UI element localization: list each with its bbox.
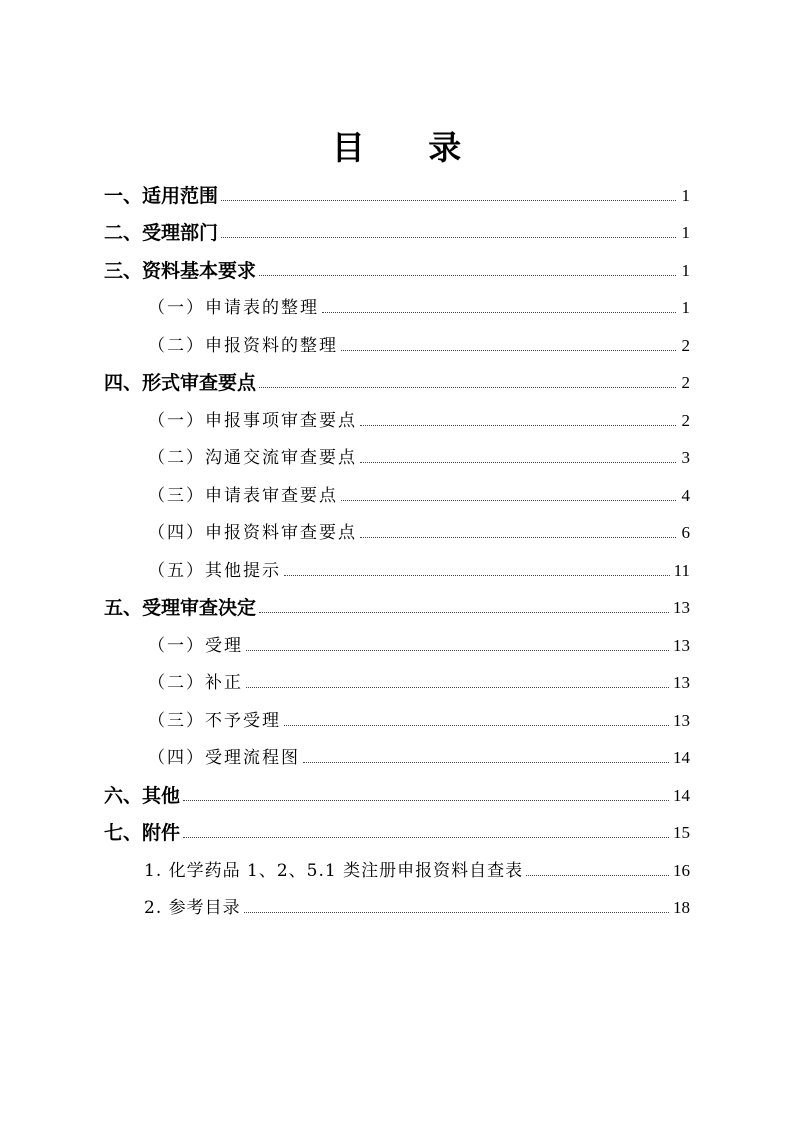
- toc-title: 目 录: [331, 128, 488, 167]
- toc-dot-leader: [360, 537, 676, 538]
- toc-entry[interactable]: [104, 245, 690, 283]
- toc-page-number: 2: [681, 335, 690, 355]
- toc-page-number: 6: [681, 523, 690, 542]
- toc-dot-leader: [284, 725, 669, 726]
- toc-entry[interactable]: [104, 358, 690, 396]
- toc-entry-label: 1. 化学药品 1、2、5.1 类注册申报资料自查表: [144, 860, 524, 881]
- toc-entry[interactable]: [104, 808, 690, 846]
- toc-dot-leader: [183, 800, 669, 801]
- toc-entry[interactable]: [104, 208, 690, 246]
- toc-entry-label: （三）不予受理: [148, 710, 281, 731]
- toc-entry-label: 五、受理审查决定: [104, 597, 257, 619]
- toc-entry-label: 六、其他: [104, 784, 181, 807]
- toc-entry-label: 四、形式审查要点: [104, 372, 257, 394]
- toc-page-number: 1: [681, 185, 690, 205]
- toc-entry-label: （四）申报资料审查要点: [148, 523, 357, 543]
- toc-dot-leader: [341, 500, 676, 501]
- toc-page-number: 1: [681, 298, 690, 317]
- toc-entry[interactable]: [104, 170, 690, 208]
- toc-page-number: 13: [673, 635, 690, 655]
- toc-dot-leader: [244, 912, 669, 913]
- toc-dot-leader: [360, 425, 676, 426]
- toc-page-number: 3: [681, 448, 690, 467]
- toc-entry[interactable]: [104, 845, 690, 883]
- toc-dot-leader: [360, 462, 676, 463]
- toc-entry-label: （二）申报资料的整理: [148, 335, 338, 356]
- toc-entry[interactable]: [104, 733, 690, 771]
- toc-entry[interactable]: [104, 620, 690, 658]
- toc-page-number: 4: [681, 485, 690, 505]
- toc-entry-label: （一）申报事项审查要点: [148, 410, 357, 431]
- toc-dot-leader: [341, 350, 676, 351]
- toc-entry-label: 2. 参考目录: [144, 898, 241, 918]
- toc-entry[interactable]: [104, 545, 690, 583]
- toc-entry-label: （三）申请表审查要点: [148, 485, 338, 506]
- toc-dot-leader: [259, 387, 676, 388]
- toc-entry[interactable]: [104, 470, 690, 508]
- toc-page-number: 15: [673, 823, 690, 842]
- toc-entry[interactable]: [104, 695, 690, 733]
- toc-dot-leader: [221, 237, 676, 238]
- toc-list: [104, 170, 690, 920]
- toc-entry[interactable]: [104, 770, 690, 808]
- toc-dot-leader: [322, 312, 676, 313]
- toc-entry[interactable]: [104, 320, 690, 358]
- toc-page-number: 1: [681, 223, 690, 242]
- toc-page-number: 13: [673, 598, 690, 617]
- toc-dot-leader: [246, 650, 669, 651]
- toc-page-number: 13: [673, 673, 690, 692]
- toc-page-number: 1: [681, 260, 690, 280]
- toc-entry-label: （四）受理流程图: [148, 748, 300, 768]
- toc-dot-leader: [284, 575, 670, 576]
- toc-dot-leader: [526, 875, 669, 876]
- toc-page-number: 14: [673, 785, 690, 805]
- toc-dot-leader: [221, 200, 676, 201]
- toc-entry[interactable]: [104, 395, 690, 433]
- toc-dot-leader: [259, 612, 669, 613]
- toc-entry-label: （二）补正: [148, 673, 243, 693]
- toc-page-number: 14: [673, 748, 690, 767]
- toc-dot-leader: [183, 837, 669, 838]
- toc-entry[interactable]: [104, 433, 690, 471]
- toc-dot-leader: [303, 762, 669, 763]
- toc-page-number: 18: [673, 898, 690, 917]
- toc-entry-label: 七、附件: [104, 822, 181, 844]
- toc-entry[interactable]: [104, 508, 690, 546]
- toc-entry-label: （二）沟通交流审查要点: [148, 448, 357, 468]
- toc-dot-leader: [246, 687, 669, 688]
- toc-entry-label: 一、适用范围: [104, 184, 219, 207]
- toc-entry-label: 二、受理部门: [104, 222, 219, 244]
- toc-entry[interactable]: [104, 658, 690, 696]
- toc-entry-label: （一）受理: [148, 635, 243, 656]
- toc-entry-label: （五）其他提示: [148, 560, 281, 581]
- toc-entry[interactable]: [104, 583, 690, 621]
- toc-page-number: 2: [681, 373, 690, 392]
- toc-page-number: 13: [673, 710, 690, 730]
- toc-entry[interactable]: [104, 883, 690, 921]
- toc-page-number: 16: [673, 860, 690, 880]
- toc-dot-leader: [259, 275, 676, 276]
- toc-entry-label: 三、资料基本要求: [104, 259, 257, 282]
- toc-entry[interactable]: [104, 283, 690, 321]
- toc-page-number: 2: [681, 410, 690, 430]
- toc-entry-label: （一）申请表的整理: [148, 298, 319, 318]
- toc-page-number: 11: [673, 560, 690, 580]
